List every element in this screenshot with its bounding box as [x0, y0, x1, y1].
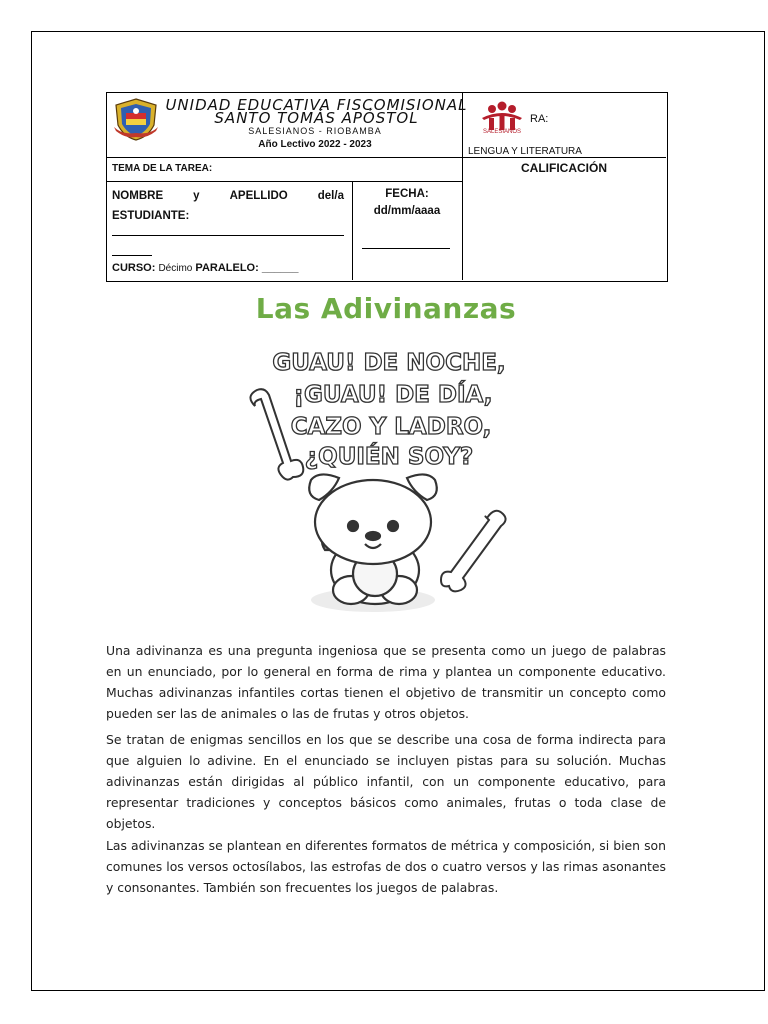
student-name-label: NOMBRE y APELLIDO del/a ESTUDIANTE:	[112, 190, 344, 222]
tema-label: TEMA DE LA TAREA:	[112, 163, 213, 174]
ra-label: RA:	[530, 113, 549, 125]
school-year: Año Lectivo 2022 - 2023	[258, 139, 372, 150]
date-label: FECHA: dd/mm/aaaa	[373, 188, 441, 217]
dog-riddle-illustration	[243, 338, 529, 628]
riddle-line-2: ¡GUAU! DE DÍA,	[293, 382, 493, 408]
bone-icon-2	[441, 511, 506, 592]
riddle-line-4: ¿QUIÉN SOY?	[304, 444, 474, 470]
paragraph-1: Una adivinanza es una pregunta ingeniosa que se presenta como un juego de palabras en un enunciado, por lo general en forma de rima y plantea un componente educativo. Muchas adivinanzas infantiles cortas tienen el objetivo de transmitir un concepto como pueden ser las de animales o las de frutas y otros objetos.	[106, 643, 666, 721]
school-location: SALESIANOS - RIOBAMBA	[248, 126, 382, 136]
school-name: UNIDAD EDUCATIVA FISCOMISIONAL SANTO TOMÁS APÓSTOL	[165, 96, 468, 127]
student-name-line[interactable]	[112, 235, 344, 236]
student-name-line-2[interactable]	[112, 255, 152, 256]
subject-label: LENGUA Y LITERATURA	[468, 146, 582, 157]
riddle-line-1: GUAU! DE NOCHE,	[272, 350, 506, 376]
calificacion-label: CALIFICACIÓN	[521, 161, 607, 175]
salesianos-label: SALESIANOS	[482, 129, 521, 135]
page-title: Las Adivinanzas	[255, 292, 517, 325]
school-crest-icon	[112, 97, 160, 141]
paragraph-3: Las adivinanzas se plantean en diferentes formatos de métrica y composición, si bien son comunes los versos octosílabos, las estrofas de dos o cuatro versos y las rimas asonantes y consonantes. También son frecuentes los juegos de palabras.	[106, 838, 666, 895]
riddle-line-3: CAZO Y LADRO,	[290, 414, 492, 440]
dog-icon	[309, 474, 437, 612]
date-line[interactable]	[362, 248, 450, 249]
paragraph-2: Se tratan de enigmas sencillos en los que se describe una cosa de forma indirecta para que alguien lo adivine. En el enunciado se incluyen pistas para su solución. Muchas adivinanzas están dirigidas al público infantil, con un componente educativo, para representar tradiciones y conceptos básicos como animales, frutas o toda clase de objetos.	[106, 732, 666, 831]
course-label: CURSO: Décimo PARALELO: ______	[112, 262, 299, 274]
